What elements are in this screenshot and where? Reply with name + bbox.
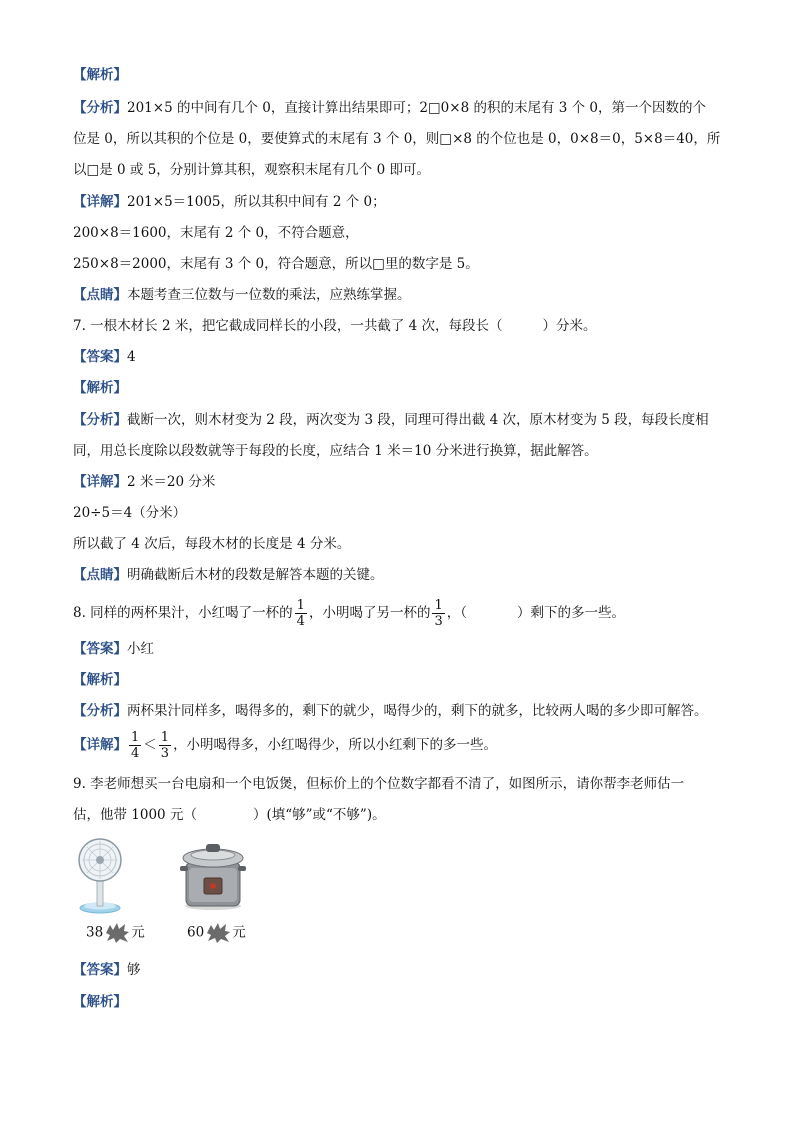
q7-analysis-heading: 【解析】 <box>73 380 127 396</box>
fraction: $\frac{1}{4}$ <box>131 730 140 761</box>
q9-question-line: 9. 李老师想买一台电扇和一个电饭煲，但标价上的个位数字都看不清了，如图所示，请你帮李老师估一 <box>73 776 685 792</box>
q6-fenxi-line: 位是 0，所以其积的个位是 0，要使算式的末尾有 3 个 0，则□×8 的个位也是 0，0×8＝0，5×8＝40，所 <box>73 131 721 147</box>
q6-key-point: 【点睛】本题考查三位数与一位数的乘法，应熟练掌握。 <box>73 287 411 303</box>
q7-fenxi-line: 同，用总长度除以段数就等于每段的长度，应结合 1 米＝10 分米进行换算，据此解答。 <box>73 443 598 459</box>
q9-question-line: 估，他带 1000 元（ ）(填“够”或“不够”)。 <box>73 807 386 823</box>
smudge-icon <box>205 922 231 944</box>
q7-fenxi-line: 【分析】截断一次，则木材变为 2 段，两次变为 3 段，同理可得出截 4 次，原木材变为 5 段，每段长度相 <box>73 412 709 428</box>
q8-detail-line: 【详解】 $\frac{1}{4}$ ＜ $\frac{1}{3}$ ，小明喝得多，小红喝得少，所以小红剩下的多一些。 <box>73 730 498 761</box>
q7-detail-line: 【详解】2 米＝20 分米 <box>73 474 216 490</box>
q9-analysis-heading: 【解析】 <box>73 994 127 1010</box>
fraction: $\frac{1}{3}$ <box>160 730 170 761</box>
q6-fenxi-line: 以□是 0 或 5，分别计算其积，观察积末尾有几个 0 即可。 <box>73 162 430 178</box>
q8-answer: 【答案】小红 <box>73 641 154 657</box>
smudge-icon <box>104 922 130 944</box>
q6-detail-line: 【详解】201×5＝1005，所以其积中间有 2 个 0； <box>73 194 386 210</box>
q6-detail-line: 200×8＝1600，末尾有 2 个 0，不符合题意， <box>73 225 359 241</box>
q7-detail-line: 20÷5＝4（分米） <box>73 505 187 521</box>
q7-detail-line: 所以截了 4 次后，每段木材的长度是 4 分米。 <box>73 536 351 552</box>
q7-key-point: 【点睛】明确截断后木材的段数是解答本题的关键。 <box>73 567 384 583</box>
electric-fan-icon <box>73 838 127 918</box>
fraction: $\frac{1}{4}$ <box>296 598 305 629</box>
q8-fenxi-line: 【分析】两杯果汁同样多，喝得多的，剩下的就少，喝得少的，剩下的就多，比较两人喝的多少即可解答。 <box>73 703 708 719</box>
q8-question: 8. 同样的两杯果汁，小红喝了一杯的 $\frac{1}{4}$ ，小明喝了另一杯的 $\frac{1}{3}$ ，（ ）剩下的多一些。 <box>73 598 625 629</box>
q6-detail-line: 250×8＝2000，末尾有 3 个 0，符合题意，所以□里的数字是 5。 <box>73 256 479 272</box>
fan-price-tag: 38 元 <box>86 922 145 944</box>
rice-cooker-icon <box>176 842 250 916</box>
q7-answer: 【答案】4 <box>73 349 136 365</box>
q6-analysis-heading: 【解析】 <box>73 67 127 83</box>
q9-answer: 【答案】够 <box>73 962 141 978</box>
q6-fenxi-line: 【分析】201×5 的中间有几个 0，直接计算出结果即可；2□0×8 的积的末尾有 3 个 0，第一个因数的个 <box>73 100 707 116</box>
q7-question: 7. 一根木材长 2 米，把它截成同样长的小段，一共截了 4 次，每段长（ ）分米。 <box>73 318 597 334</box>
cooker-price-tag: 60 元 <box>187 922 246 944</box>
q8-analysis-heading: 【解析】 <box>73 672 127 688</box>
fraction: $\frac{1}{3}$ <box>434 598 443 629</box>
